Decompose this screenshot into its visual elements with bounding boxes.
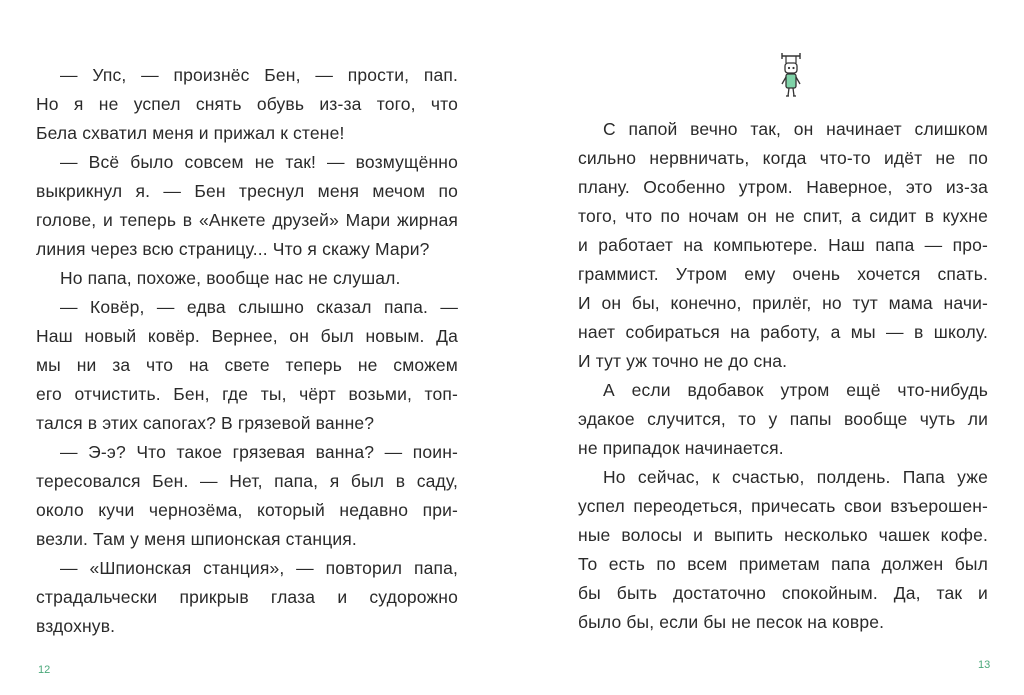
right-line-5: и работает на компьютере. Наш папа — про- bbox=[578, 235, 988, 255]
right-line-6: граммист. Утром ему очень хочется спать. bbox=[578, 264, 988, 284]
page-number-right: 13 bbox=[978, 659, 991, 671]
left-line-14: — Э-э? Что такое грязевая ванна? — поин- bbox=[60, 442, 458, 462]
right-line-12: не припадок начинается. bbox=[578, 438, 784, 458]
left-line-5: выкрикнул я. — Бен треснул меня мечом по bbox=[36, 181, 458, 201]
left-line-16: около кучи чернозёма, который недавно при- bbox=[36, 500, 458, 520]
right-line-3: плану. Особенно утром. Наверное, это из-за bbox=[578, 177, 988, 197]
right-line-18: было бы, если бы не песок на ковре. bbox=[578, 612, 885, 632]
right-line-11: эдакое случится, то у папы вообще чуть ли bbox=[578, 409, 988, 429]
left-line-17: везли. Там у меня шпионская станция. bbox=[36, 529, 357, 549]
left-line-9: — Ковёр, — едва слышно сказал папа. — bbox=[60, 297, 458, 317]
left-line-3: Бела схватил меня и прижал к стене! bbox=[36, 123, 345, 143]
left-line-7: линия через всю страницу... Что я скажу Мари? bbox=[36, 239, 430, 259]
right-line-10: А если вдобавок утром ещё что-нибудь bbox=[603, 380, 988, 400]
left-line-20: вздохнув. bbox=[36, 616, 116, 636]
left-line-13: тался в этих сапогах? В грязевой ванне? bbox=[36, 413, 375, 433]
left-line-18: — «Шпионская станция», — повторил папа, bbox=[60, 558, 458, 578]
left-line-12: его отчистить. Бен, где ты, чёрт возьми, топ- bbox=[36, 384, 458, 404]
left-line-1: — Упс, — произнёс Бен, — прости, пап. bbox=[60, 65, 458, 85]
left-line-6: голове, и теперь в «Анкете друзей» Мари жирная bbox=[36, 210, 458, 230]
left-line-19: страдальчески прикрыв глаза и судорожно bbox=[36, 587, 458, 607]
right-line-8: нает собираться на работу, а мы — в школу. bbox=[578, 322, 988, 342]
right-line-7: И он бы, конечно, прилёг, но тут мама начи- bbox=[578, 293, 988, 313]
left-line-8: Но папа, похоже, вообще нас не слушал. bbox=[60, 268, 401, 288]
left-line-15: тересовался Бен. — Нет, папа, я был в саду, bbox=[36, 471, 458, 491]
left-line-11: мы ни за что на свете теперь не сможем bbox=[36, 355, 458, 375]
left-line-4: — Всё было совсем не так! — возмущённо bbox=[60, 152, 458, 172]
right-line-9: И тут уж точно не до сна. bbox=[578, 351, 788, 371]
right-line-15: ные волосы и выпить несколько чашек кофе. bbox=[578, 525, 988, 545]
right-line-13: Но сейчас, к счастью, полдень. Папа уже bbox=[603, 467, 988, 487]
left-line-2: Но я не успел снять обувь из-за того, что bbox=[36, 94, 458, 114]
page-number-left: 12 bbox=[38, 664, 51, 676]
right-line-17: бы быть достаточно спокойным. Да, так и bbox=[578, 583, 988, 603]
right-line-16: То есть по всем приметам папа должен был bbox=[578, 554, 988, 574]
right-line-2: сильно нервничать, когда что-то идёт не по bbox=[578, 148, 988, 168]
right-line-4: того, что по ночам он не спит, а сидит в кухне bbox=[578, 206, 988, 226]
robot-mascot-icon bbox=[776, 52, 806, 100]
left-line-10: Наш новый ковёр. Вернее, он был новым. Да bbox=[36, 326, 458, 346]
right-line-1: С папой вечно так, он начинает слишком bbox=[603, 119, 988, 139]
right-line-14: успел переодеться, причесать свои взъерошен- bbox=[578, 496, 988, 516]
